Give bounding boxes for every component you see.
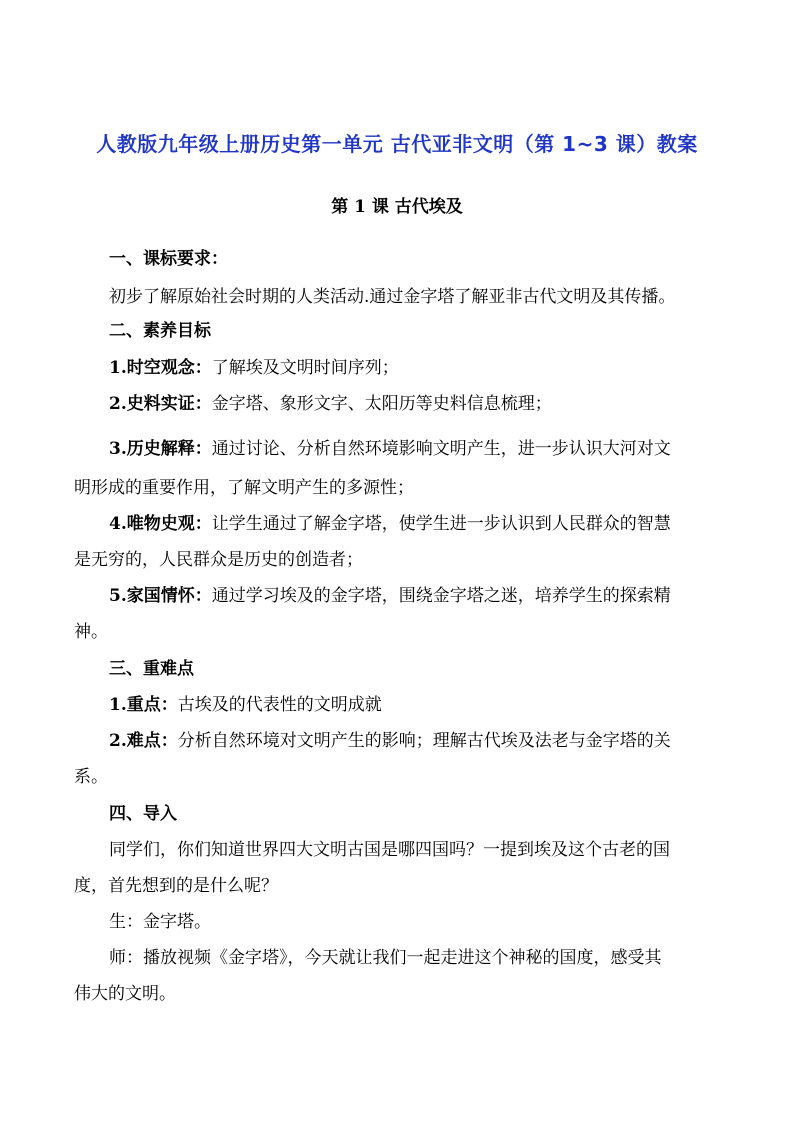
intro-paragraph-1-cont: 度，首先想到的是什么呢？: [74, 876, 278, 896]
goal-text: 让学生通过了解金字塔，使学生进一步认识到人民群众的智慧: [211, 514, 671, 534]
section-heading-curriculum: 一、课标要求：: [109, 249, 228, 269]
goal-item-5: [109, 588, 671, 605]
goal-item-5-cont: 神。: [74, 622, 108, 642]
keypoint-label: 2.难点：: [109, 731, 178, 751]
keypoint-item-2: [109, 733, 671, 750]
keypoint-item-1: [109, 697, 382, 714]
intro-student-reply: 生：金字塔。: [109, 912, 211, 932]
goal-text: 通过学习埃及的金字塔，围绕金字塔之迷，培养学生的探索精: [211, 586, 671, 606]
section-heading-intro: 四、导入: [109, 804, 177, 824]
goal-item-2: [109, 396, 552, 413]
paragraph-curriculum: 初步了解原始社会时期的人类活动.通过金字塔了解亚非古代文明及其传播。: [109, 287, 676, 307]
goal-text: 通过讨论、分析自然环境影响文明产生，进一步认识大河对文: [211, 439, 671, 459]
document-title: 人教版九年级上册历史第一单元 古代亚非文明（第 1~3 课）教案: [96, 132, 698, 156]
goal-item-1: [109, 360, 399, 377]
lesson-heading: 第 1 课 古代埃及: [331, 197, 463, 217]
intro-teacher-line: 师：播放视频《金字塔》，今天就让我们一起走进这个神秘的国度，感受其: [109, 948, 662, 968]
keypoint-text: 古埃及的代表性的文明成就: [177, 695, 382, 715]
keypoint-item-2-cont: 系。: [74, 767, 108, 787]
goal-label: 1.时空观念：: [109, 358, 212, 378]
section-heading-goals: 二、素养目标: [109, 321, 211, 341]
goal-label: 5.家国情怀：: [109, 586, 212, 606]
goal-item-4: [109, 516, 671, 533]
keypoint-text: 分析自然环境对文明产生的影响；理解古代埃及法老与金字塔的关: [177, 731, 671, 751]
keypoint-label: 1.重点：: [109, 695, 178, 715]
intro-paragraph-1: 同学们，你们知道世界四大文明古国是哪四国吗？一提到埃及这个古老的国: [109, 840, 670, 860]
goal-label: 4.唯物史观：: [109, 514, 212, 534]
goal-label: 2.史料实证：: [109, 394, 212, 414]
intro-teacher-line-cont: 伟大的文明。: [74, 984, 176, 1004]
goal-text: 了解埃及文明时间序列；: [211, 358, 399, 378]
goal-item-3-cont: 明形成的重要作用，了解文明产生的多源性；: [74, 478, 414, 498]
goal-item-4-cont: 是无穷的，人民群众是历史的创造者；: [74, 550, 363, 570]
goal-label: 3.历史解释：: [109, 439, 212, 459]
goal-item-3: [109, 441, 671, 458]
goal-text: 金字塔、象形文字、太阳历等史料信息梳理；: [211, 394, 552, 414]
section-heading-keypoints: 三、重难点: [109, 659, 194, 679]
